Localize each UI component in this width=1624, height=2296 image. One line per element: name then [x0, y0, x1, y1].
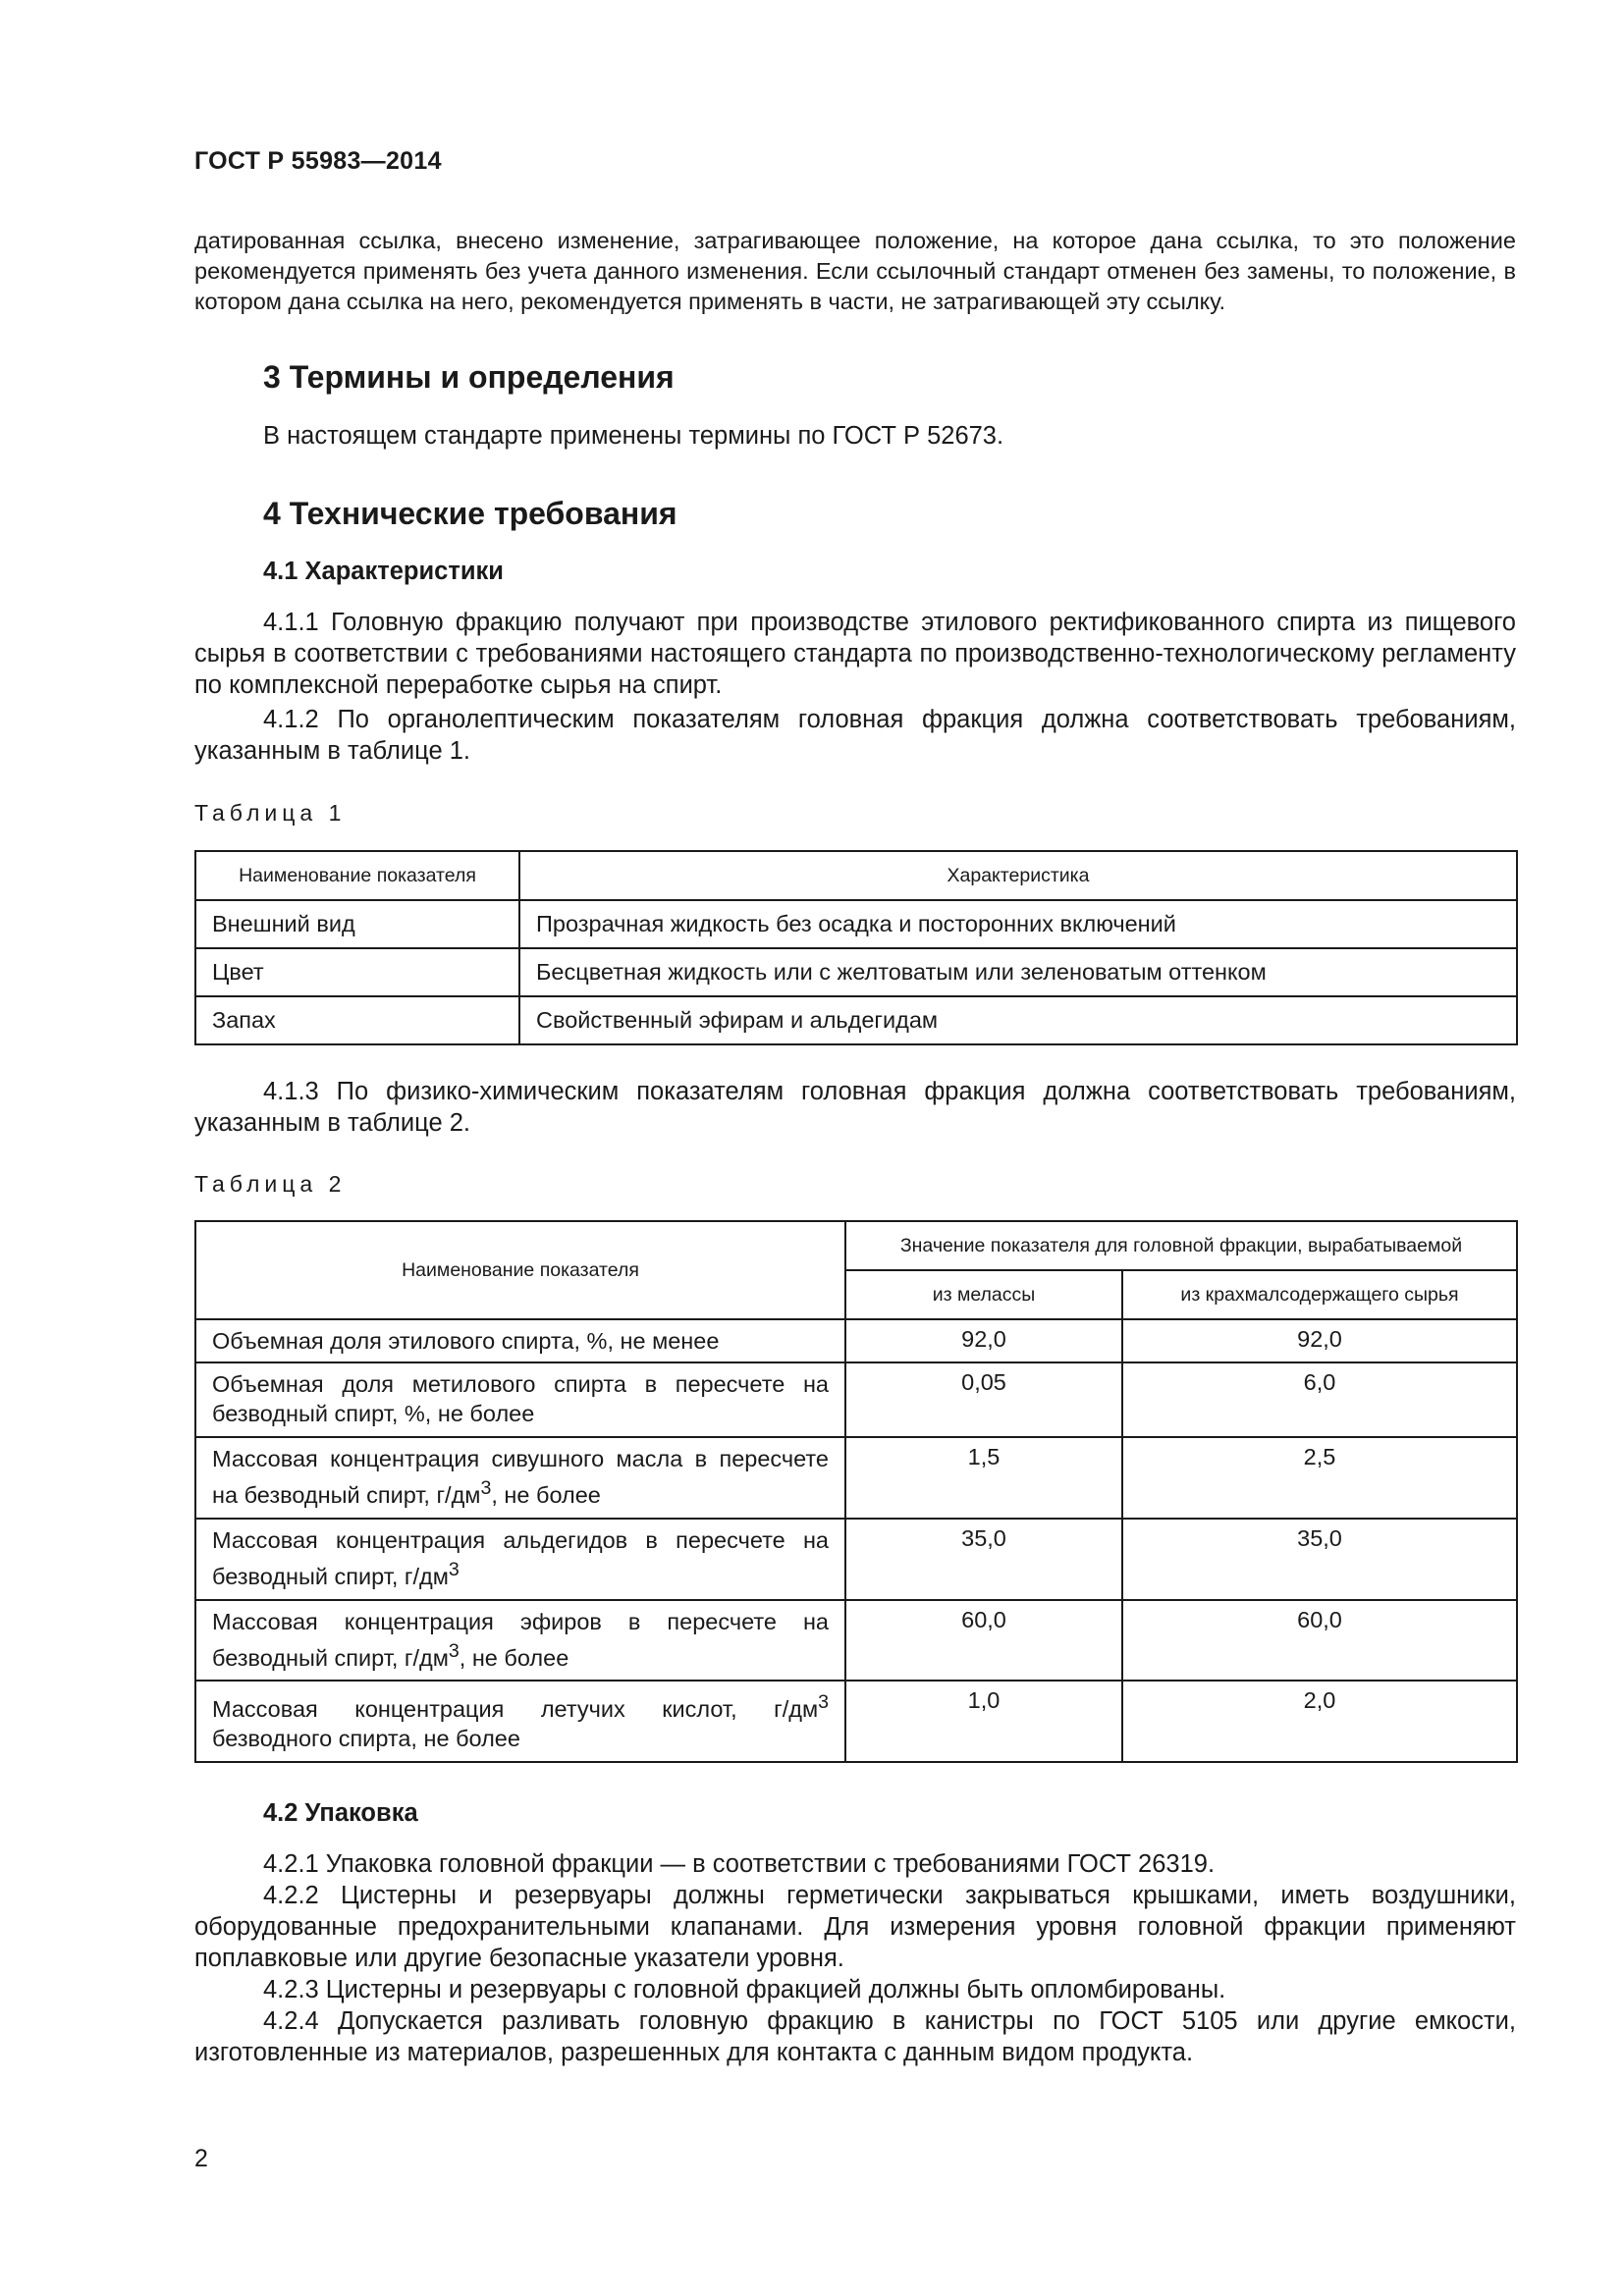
- table-header-cell: Наименование показателя: [195, 851, 519, 900]
- table-row: [195, 1319, 1517, 1362]
- table-row: [195, 948, 1517, 996]
- table-row: [195, 1362, 1517, 1437]
- table-cell: [195, 1600, 845, 1682]
- paragraph-4-1-3-block: [194, 1076, 1516, 1139]
- subsection-4-2-title: 4.2 Упаковка: [263, 1799, 418, 1827]
- paragraph-4-2-3: 4.2.3 Цистерны и резервуары с головной фракцией должны быть опломбированы.: [263, 1976, 1226, 2003]
- table-cell: Свойственный эфирам и альдегидам: [519, 996, 1517, 1044]
- section-3-text: В настоящем стандарте применены термины по ГОСТ Р 52673.: [263, 422, 1004, 450]
- cell-text: Массовая концентрация сивушного масла в пересчете на безводный спирт, г/дм: [212, 1446, 829, 1508]
- table-cell: 60,0: [845, 1600, 1122, 1682]
- table-cell: 92,0: [845, 1319, 1122, 1362]
- paragraph-4-2-1: 4.2.1 Упаковка головной фракции — в соответствии с требованиями ГОСТ 26319.: [263, 1850, 1216, 1878]
- section-4-title: 4 Технические требования: [263, 496, 677, 531]
- table-cell: 35,0: [845, 1519, 1122, 1600]
- page-number: 2: [194, 2145, 208, 2172]
- table-cell: [195, 1437, 845, 1519]
- table-cell: 0,05: [845, 1362, 1122, 1437]
- table-cell: 6,0: [1122, 1362, 1517, 1437]
- cell-text: Массовая концентрация альдегидов в пересчете на безводный спирт, г/дм: [212, 1526, 829, 1589]
- paragraph-4-1-1-block: [194, 607, 1516, 701]
- table-2: [194, 1220, 1518, 1763]
- cell-text: Массовая концентрация эфиров в пересчете на безводный спирт, г/дм: [212, 1608, 829, 1671]
- table-row: [195, 1519, 1517, 1600]
- section-3-text-block: [263, 420, 1516, 452]
- table-cell: 2,0: [1122, 1681, 1517, 1762]
- table-header-group: Значение показателя для головной фракции, вырабатываемой: [845, 1221, 1517, 1270]
- table-header-cell: из мелассы: [845, 1270, 1122, 1319]
- table-row: [195, 1681, 1517, 1762]
- table-row: [195, 900, 1517, 948]
- paragraph-4-1-1: 4.1.1 Головную фракцию получают при производстве этилового ректификованного спирта из пищевого сырья в соответствии с требованиями настоящего стандарта по производственно-технологическому регламенту по комплексной переработке сырья на спирт.: [194, 609, 1516, 699]
- table-2-caption: Таблица 2: [194, 1171, 347, 1197]
- table-cell: 2,5: [1122, 1437, 1517, 1519]
- superscript: 3: [448, 1639, 460, 1662]
- cell-text: , не более: [491, 1481, 601, 1508]
- superscript: 3: [448, 1558, 460, 1580]
- standard-header: ГОСТ Р 55983—2014: [194, 147, 442, 175]
- table-cell: 60,0: [1122, 1600, 1517, 1682]
- table-1: [194, 850, 1518, 1045]
- table-header-cell: из крахмалсодержащего сырья: [1122, 1270, 1517, 1319]
- cell-text: Объемная доля этилового спирта, %, не менее: [212, 1328, 720, 1354]
- intro-paragraph-block: [194, 226, 1516, 317]
- table-row: [195, 1600, 1517, 1682]
- table-row: [195, 1437, 1517, 1519]
- table-cell: Прозрачная жидкость без осадка и посторонних включений: [519, 900, 1517, 948]
- table-header-cell: Характеристика: [519, 851, 1517, 900]
- cell-text: Объемная доля метилового спирта в пересчете на безводный спирт, %, не более: [212, 1371, 829, 1426]
- paragraph-4-2-4: 4.2.4 Допускается разливать головную фракцию в канистры по ГОСТ 5105 или другие емкости, изготовленные из материалов, разрешенных для контакта с данным видом продукта.: [194, 2007, 1516, 2066]
- paragraph-4-1-2: 4.1.2 По органолептическим показателям головная фракция должна соответствовать требованиям, указанным в таблице 1.: [194, 706, 1516, 765]
- paragraph-4-1-2-block: [194, 704, 1516, 767]
- table-row: [195, 996, 1517, 1044]
- paragraph-4-1-3: 4.1.3 По физико-химическим показателям головная фракция должна соответствовать требованиям, указанным в таблице 2.: [194, 1078, 1516, 1137]
- cell-text: , не более: [459, 1644, 569, 1671]
- paragraph-4-2-block: [194, 1848, 1516, 2068]
- table-cell: Цвет: [195, 948, 519, 996]
- table-cell: [195, 1362, 845, 1437]
- table-cell: 35,0: [1122, 1519, 1517, 1600]
- table-cell: Бесцветная жидкость или с желтоватым или зеленоватым оттенком: [519, 948, 1517, 996]
- subsection-4-1-title: 4.1 Характеристики: [263, 558, 504, 585]
- table-cell: Запах: [195, 996, 519, 1044]
- paragraph-4-2-2: 4.2.2 Цистерны и резервуары должны герметически закрываться крышками, иметь воздушники, оборудованные предохранительными клапанами. Для измерения уровня головной фракции применяют поплавковые или другие безопасные указатели уровня.: [194, 1882, 1516, 1972]
- superscript: 3: [480, 1477, 492, 1499]
- table-cell: [195, 1681, 845, 1762]
- intro-paragraph: датированная ссылка, внесено изменение, затрагивающее положение, на которое дана ссылка, то это положение рекомендуется применять без учета данного изменения. Если ссылочный стандарт отменен без замены, то положение, в котором дана ссылка на него, рекомендуется применять в части, не затрагивающей эту ссылку.: [194, 228, 1516, 314]
- section-3-title: 3 Термины и определения: [263, 359, 675, 395]
- table-header-cell: Наименование показателя: [195, 1221, 845, 1319]
- table-header-row: [195, 1221, 1517, 1270]
- cell-text: Массовая концентрация летучих кислот, г/дм: [212, 1696, 819, 1723]
- table-cell: Внешний вид: [195, 900, 519, 948]
- table-cell: 92,0: [1122, 1319, 1517, 1362]
- table-cell: 1,5: [845, 1437, 1122, 1519]
- table-cell: 1,0: [845, 1681, 1122, 1762]
- cell-text: безводного спирта, не более: [212, 1726, 520, 1752]
- table-header-row: [195, 851, 1517, 900]
- table-1-caption: Таблица 1: [194, 800, 347, 826]
- table-cell: [195, 1519, 845, 1600]
- superscript: 3: [818, 1691, 829, 1714]
- table-cell: [195, 1319, 845, 1362]
